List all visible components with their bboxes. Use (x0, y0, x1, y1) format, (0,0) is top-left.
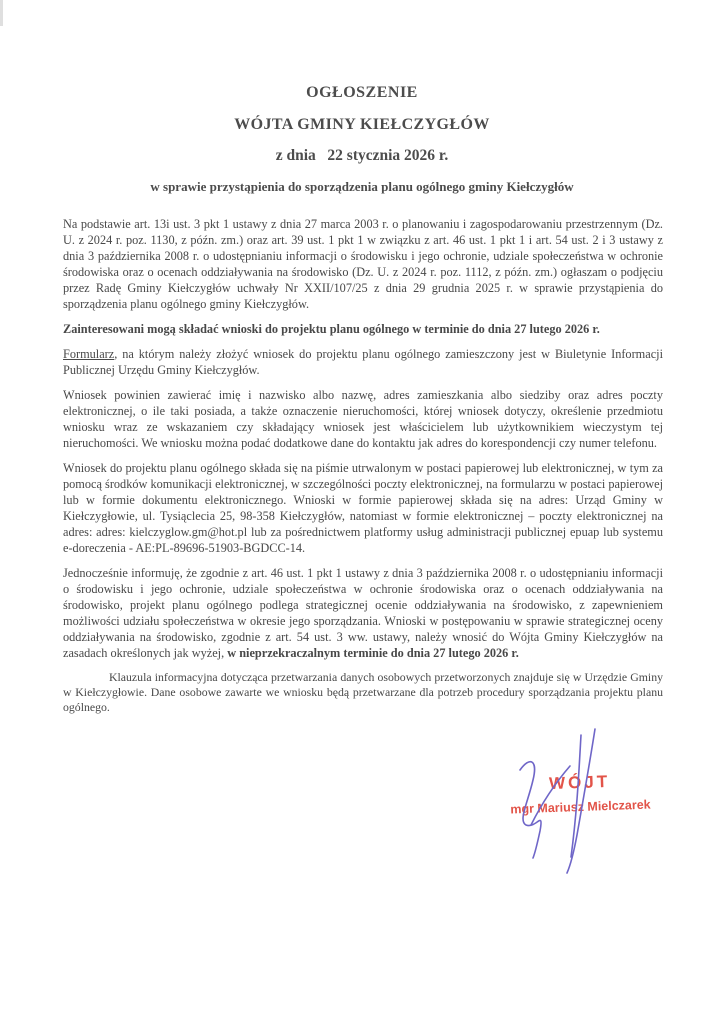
document-header (0, 0, 724, 195)
signature-block (495, 725, 695, 885)
document-body (63, 216, 663, 715)
subject-line: w sprawie przystąpienia do sporządzenia planu ogólnego gminy Kiełczygłów (150, 179, 574, 194)
paragraph: Klauzula informacyjna dotycząca przetwarzania danych osobowych przetworzonych znajduje się w Urzędzie Gminy w Kiełczygłowie. Dane osobowe zawarte we wniosku będą przetwarzane dla potrzeb procedury sporządzania projektu planu ogólnego. (63, 670, 663, 714)
paragraph: Zainteresowani mogą składać wnioski do projektu planu ogólnego w terminie do dnia 27 lutego 2026 r. (63, 322, 600, 336)
stamp-name: mgr Mariusz Mielczarek (510, 797, 651, 817)
issuer-line: WÓJTA GMINY KIEŁCZYGŁÓW (234, 116, 490, 133)
paragraph: Jednocześnie informuję, że zgodnie z art. 46 ust. 1 pkt 1 ustawy z dnia 3 października 2008 r. o udostępnianiu informacji o środowisku i jego ochronie, udziale społeczeństwa w ochronie środowiska oraz o ocenach oddziaływania na środowisko, projekt planu ogólnego podlega strategicznej ocenie oddziaływania na środowisko, z zapewnieniem możliwości udziału społeczeństwa w okresie jego sporządzania. Wnioski w postępowaniu w sprawie strategicznej oceny oddziaływania na środowisko, zgodnie z art. 54 ust. 3 ww. ustawy, należy wnosić do Wójta Gminy Kiełczygłów na zasadach określonych jak wyżej, w nieprzekraczalnym terminie do dnia 27 lutego 2026 r. (63, 566, 663, 660)
paragraph: Wniosek powinien zawierać imię i nazwisko albo nazwę, adres zamieszkania albo siedziby oraz adres poczty elektronicznej, o ile taki posiada, a także oznaczenie nieruchomości, której wniosek dotyczy, określenie przedmiotu wniosku wraz ze wskazaniem czy składający wniosek jest właścicielem lub użytkownikiem wieczystym tej nieruchomości. We wniosku można podać dodatkowe dane do kontaktu jak adres do korespondencji czy numer telefonu. (63, 388, 663, 450)
signature-scribble-icon (495, 725, 625, 875)
scan-artifact (0, 0, 3, 26)
paragraph: Formularz, na którym należy złożyć wniosek do projektu planu ogólnego zamieszczony jest w Biuletynie Informacji Publicznej Urzędu Gminy Kiełczygłów. (63, 347, 663, 377)
paragraph: Na podstawie art. 13i ust. 3 pkt 1 ustawy z dnia 27 marca 2003 r. o planowaniu i zagospodarowaniu przestrzennym (Dz. U. z 2024 r. poz. 1130, z późn. zm.) oraz art. 39 ust. 1 pkt 1 w związku z art. 46 ust. 1 pkt 1 i art. 54 ust. 2 i 3 ustawy z dnia 3 października 2008 r. o udostępnianiu informacji o środowisku i jego ochronie, udziale społeczeństwa w ochronie środowiska oraz o ocenach oddziaływania na środowisko (Dz. U. z 2024 r. poz. 1112, z późn. zm.) ogłaszam o podjęciu przez Radę Gminy Kiełczygłów uchwały Nr XXII/107/25 z dnia 29 grudnia 2025 r. w sprawie przystąpienia do sporządzenia planu ogólnego gminy Kiełczygłów. (63, 217, 663, 311)
announcement-title: OGŁOSZENIE (306, 84, 418, 101)
stamp-title: WÓJT (548, 771, 611, 794)
date-line: z dnia 22 stycznia 2026 r. (275, 147, 449, 164)
paragraph: Wniosek do projektu planu ogólnego składa się na piśmie utrwalonym w postaci papierowej lub elektronicznej, w tym za pomocą środków komunikacji elektronicznej, w szczególności poczty elektronicznej, na formularzu w postaci papierowej lub w formie dokumentu elektronicznego. Wnioski w formie papierowej składa się na adres: Urząd Gminy w Kiełczygłowie, ul. Tysiąclecia 25, 98-358 Kiełczygłów, natomiast w formie elektronicznej – poczty elektronicznej na adres: adres: kielczyglow.gm@hot.pl lub za pośrednictwem platformy usług administracji publicznej epuap lub systemu e-doreczenia - AE:PL-89696-51903-BGDCC-14. (63, 461, 663, 555)
